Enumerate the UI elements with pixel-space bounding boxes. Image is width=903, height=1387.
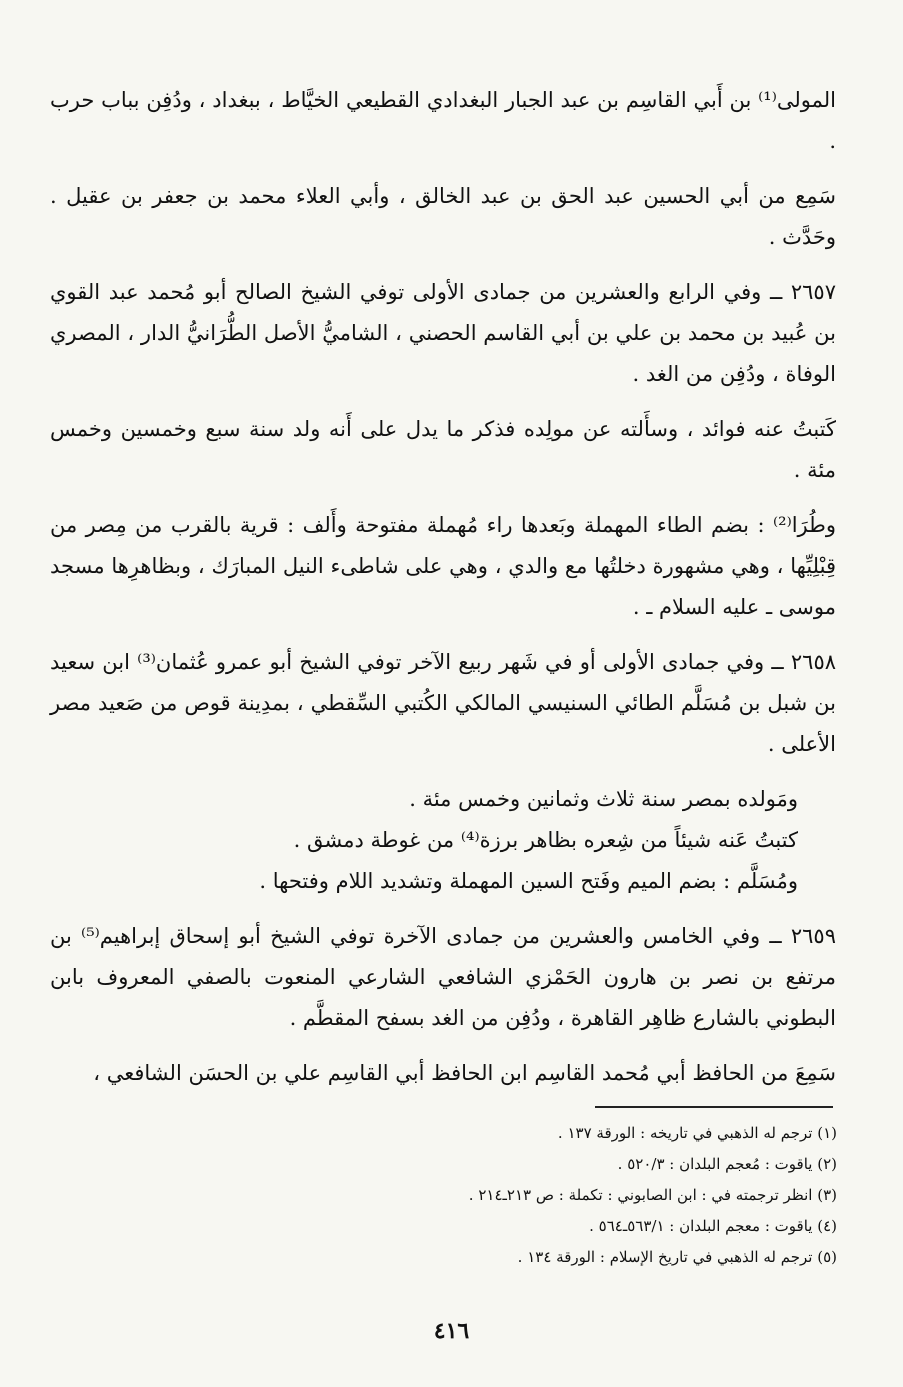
footnote-2: (٢) ياقوت : مُعجم البلدان : ٥٢٠/٣ . [617,1155,837,1173]
footnote-divider [595,1106,833,1108]
footnote-4: (٤) ياقوت : معجم البلدان : ٥٦٣/١ـ٥٦٤ . [589,1217,837,1235]
paragraph-5: وطُرَا⁽²⁾ : بضم الطاء المهملة وبَعدها راء مُهملة مفتوحة وأَلف : قرية بالقرب من مِصر من قِبْلِيِّها ، وهي مشهورة دخلتُها مع والدي ، وهي على شاطىء النيل المبارَك ، وبظاهرِها مسجد موسى ـ عليه السلام ـ . [50,513,836,619]
footnote-1: (١) ترجم له الذهبي في تاريخه : الورقة ١٣٧ . [557,1124,837,1142]
paragraph-2: سَمِع من أبي الحسين عبد الحق بن عبد الخالق ، وأبي العلاء محمد بن جعفر بن عقيل . وحَدَّث . [50,184,836,249]
page-body [50,80,836,1094]
paragraph-7: ومَولده بمصر سنة ثلاث وثمانين وخمس مئة . [409,787,798,811]
paragraph-4: كَتبتُ عنه فوائد ، وسأَلته عن مولِده فذكر ما يدل على أَنه ولد سنة سبع وخمسين وخمس مئة . [50,417,836,482]
paragraph-8: كتبتُ عَنه شيئاً من شِعره بظاهر برزة⁽⁴⁾ من غوطة دمشق . [293,828,798,852]
entry-2658: ٢٦٥٨ ــ وفي جمادى الأولى أو في شَهر ربيع الآخر توفي الشيخ أبو عمرو عُثمان⁽³⁾ ابن سعيد بن شبل بن مُسَلَّم الطائي السنيسي المالكي الكُتبي السِّقطي ، بمدِينة قوص من صَعيد مصر الأعلى . [50,650,837,756]
paragraph-9: ومُسَلَّم : بضم الميم وفَتح السين المهملة وتشديد اللام وفتحها . [259,869,798,893]
footnote-5: (٥) ترجم له الذهبي في تاريخ الإسلام : الورقة ١٣٤ . [517,1248,837,1266]
footnotes [377,1118,837,1273]
paragraph-1: المولى⁽¹⁾ بن أَبي القاسِم بن عبد الجبار البغدادي القطيعي الخيَّاط ، ببغداد ، ودُفِن بباب حرب . [50,88,836,153]
paragraph-11: سَمِعَ من الحافظ أبي مُحمد القاسِم ابن الحافظ أبي القاسِم علي بن الحسَن الشافعي ، [93,1061,836,1085]
footnote-3: (٣) انظر ترجمته في : ابن الصابوني : تكملة : ص ٢١٣ـ٢١٤ . [468,1186,837,1204]
entry-2659: ٢٦٥٩ ــ وفي الخامس والعشرين من جمادى الآخرة توفي الشيخ أبو إسحاق إبراهيم⁽⁵⁾ بن مرتفع بن نصر بن هارون الحَمْزي الشافعي الشارعي المنعوت بالصفي المعروف بابن البطوني بالشارع ظاهِر القاهرة ، ودُفِن من الغد بسفح المقطَّم . [50,924,836,1030]
entry-2657: ٢٦٥٧ ــ وفي الرابع والعشرين من جمادى الأولى توفي الشيخ الصالح أبو مُحمد عبد القوي بن عُبيد بن محمد بن علي بن أبي القاسم الحصني ، الشاميُّ الأصل الطُّرَانيُّ الدار ، المصري الوفاة ، ودُفِن من الغد . [50,280,836,386]
page-number: ٤١٦ [433,1318,470,1344]
